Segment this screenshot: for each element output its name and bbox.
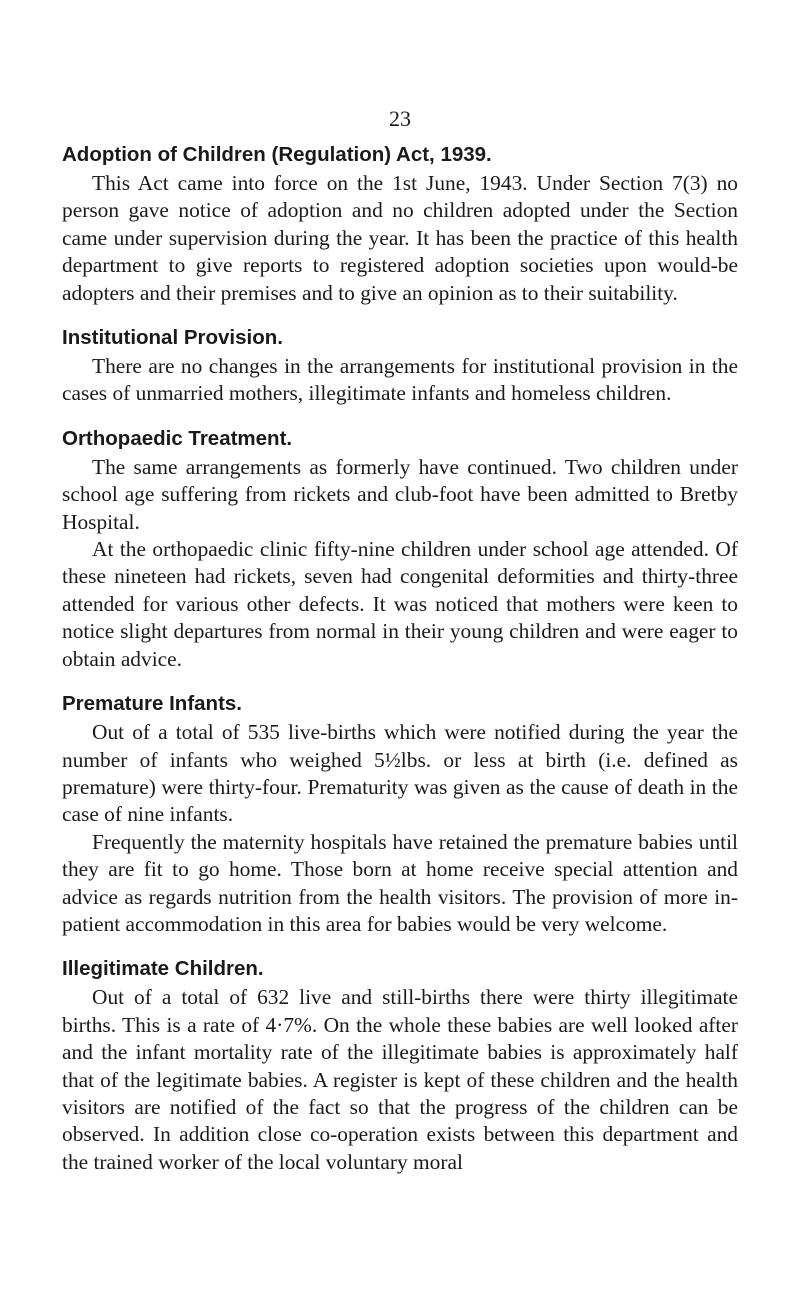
section-heading: Premature Infants. <box>62 692 242 716</box>
section-premature-infants <box>62 689 738 938</box>
section-heading: Illegitimate Children. <box>62 957 264 981</box>
paragraph: Out of a total of 632 live and still-births there were thirty illegitimate births. This is a rate of 4·7%. On the whole these babies are well looked after and the infant mortality rate of the illegitimate babies is approximately half that of the legitimate babies. A register is kept of these children and the health visitors are notified of the fact so that the progress of the children can be observed. In addition close co-operation exists between this department and the trained worker of the local voluntary moral <box>62 985 738 1174</box>
paragraph: At the orthopaedic clinic fifty-nine children under school age attended. Of these nineteen had rickets, seven had congenital deformities and thirty-three attended for various other defects. It was noticed that mothers were keen to notice slight departures from normal in their young children and were eager to obtain advice. <box>62 537 738 671</box>
section-institutional-provision <box>62 323 738 408</box>
paragraph: There are no changes in the arrangements for institutional provision in the cases of unmarried mothers, illegitimate infants and homeless children. <box>62 354 738 406</box>
document-body <box>62 140 738 1192</box>
page-number: 23 <box>389 106 411 131</box>
section-heading: Institutional Provision. <box>62 326 283 350</box>
paragraph: Frequently the maternity hospitals have retained the premature babies until they are fit to go home. Those born at home receive special attention and advice as regards nutrition from the health visitors. The provision of more in-patient accommodation in this area for babies would be very welcome. <box>62 829 738 936</box>
paragraph: The same arrangements as formerly have continued. Two children under school age suffering from rickets and club-foot have been admitted to Bretby Hospital. <box>62 454 738 534</box>
section-orthopaedic-treatment <box>62 424 738 673</box>
section-adoption <box>62 140 738 307</box>
paragraph: This Act came into force on the 1st June, 1943. Under Section 7(3) no person gave notice of adoption and no children adopted under the Section came under supervision during the year. It has been the practice of this health department to give reports to registered adoption societies upon would-be adopters and their premises and to give an opinion as to their suitability. <box>62 171 738 305</box>
section-heading: Orthopaedic Treatment. <box>62 426 293 450</box>
paragraph: Out of a total of 535 live-births which were notified during the year the number of infants who weighed 5½lbs. or less at birth (i.e. defined as premature) were thirty-four. Prematurity was given as the cause of death in the case of nine infants. <box>62 720 738 827</box>
section-illegitimate-children <box>62 954 738 1176</box>
section-heading: Adoption of Children (Regulation) Act, 1939. <box>62 143 492 166</box>
